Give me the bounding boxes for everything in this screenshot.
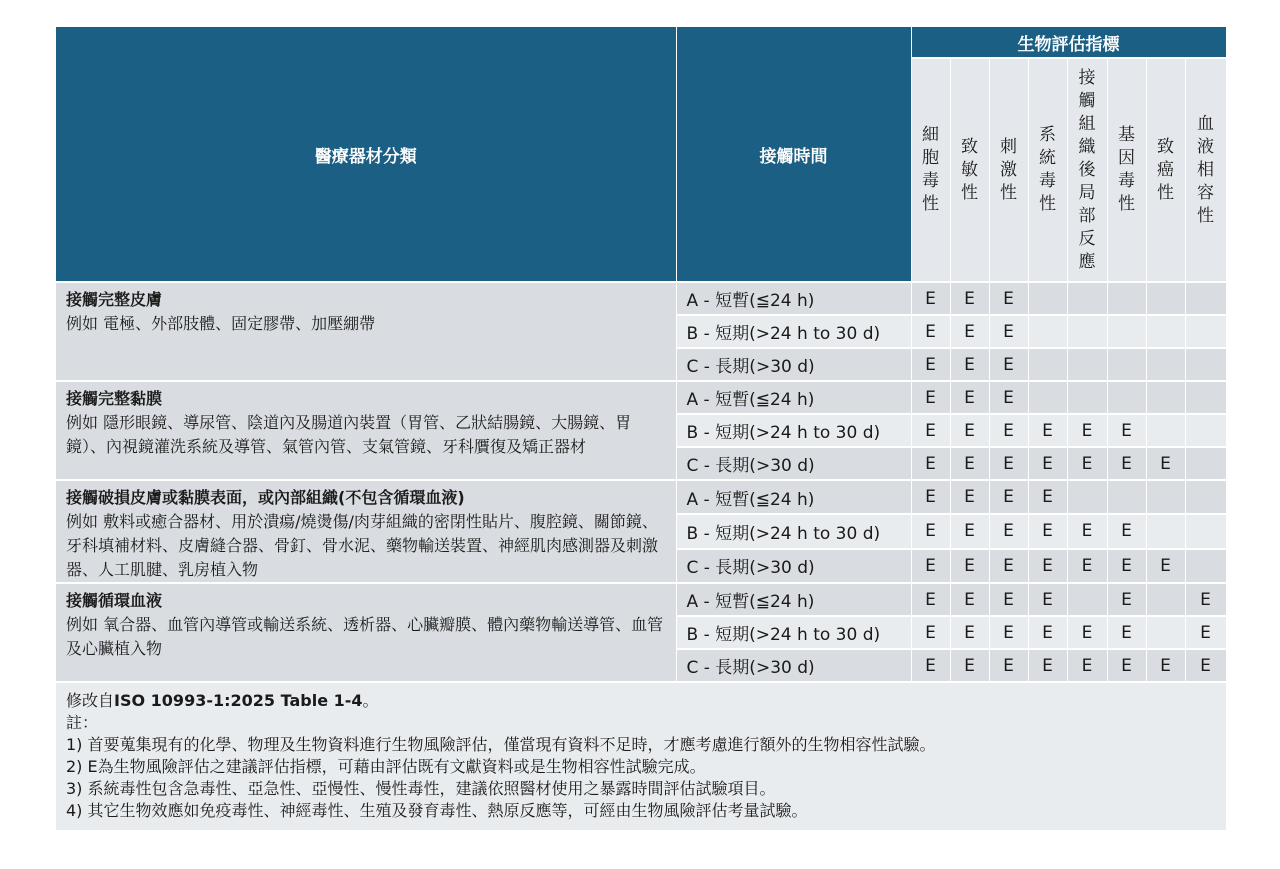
endpoint-mark-cell xyxy=(1146,282,1185,315)
endpoint-mark-cell: E xyxy=(911,649,950,681)
endpoint-mark-cell: E xyxy=(1067,514,1107,548)
endpoint-mark-cell: E xyxy=(1067,414,1107,447)
category-cell xyxy=(56,282,676,381)
endpoint-label: 血液相容性 xyxy=(1197,113,1214,226)
endpoint-mark-cell: E xyxy=(950,282,989,315)
endpoint-mark-cell xyxy=(1146,414,1185,447)
endpoint-mark-cell xyxy=(1107,315,1146,348)
endpoint-mark-cell: E xyxy=(950,315,989,348)
endpoint-mark-cell: E xyxy=(989,583,1028,616)
endpoint-mark-cell xyxy=(1067,282,1107,315)
endpoint-header xyxy=(1067,58,1107,282)
endpoint-mark-cell: E xyxy=(911,381,950,414)
table-row xyxy=(56,583,1226,616)
notes-label: 註： xyxy=(66,713,99,732)
category-examples: 例如 氧合器、血管內導管或輸送系統、透析器、心臟瓣膜、體內藥物輸送導管、血管及心臟植入物 xyxy=(66,615,664,658)
category-examples: 例如 敷料或癒合器材、用於潰瘍/燒燙傷/肉芽組織的密閉性貼片、腹腔鏡、關節鏡、牙科填補材料、皮膚縫合器、骨釘、骨水泥、藥物輸送裝置、神經肌肉感測器及刺激器、人工肌腱、乳房植入物 xyxy=(66,512,659,579)
endpoint-mark-cell: E xyxy=(950,480,989,514)
table-row xyxy=(56,282,1226,315)
category-title: 接觸完整黏膜 xyxy=(66,389,163,408)
endpoint-mark-cell: E xyxy=(950,549,989,583)
endpoint-mark-cell xyxy=(1028,348,1067,381)
endpoint-mark-cell xyxy=(1067,348,1107,381)
endpoint-mark-cell: E xyxy=(1107,514,1146,548)
endpoint-mark-cell: E xyxy=(950,514,989,548)
endpoint-mark-cell xyxy=(1028,381,1067,414)
endpoint-mark-cell: E xyxy=(989,414,1028,447)
category-cell xyxy=(56,381,676,480)
endpoint-mark-cell: E xyxy=(1107,583,1146,616)
endpoint-label: 致癌性 xyxy=(1157,136,1174,203)
endpoint-mark-cell: E xyxy=(911,282,950,315)
endpoint-mark-cell: E xyxy=(1107,414,1146,447)
endpoint-mark-cell xyxy=(1067,583,1107,616)
endpoint-mark-cell: E xyxy=(989,480,1028,514)
endpoint-mark-cell xyxy=(1146,480,1185,514)
endpoint-label: 刺激性 xyxy=(1000,136,1017,203)
endpoint-label: 接觸組織後局部反應 xyxy=(1078,67,1096,272)
endpoint-mark-cell: E xyxy=(989,381,1028,414)
endpoint-mark-cell xyxy=(1146,616,1185,649)
endpoint-mark-cell xyxy=(1146,583,1185,616)
biological-evaluation-table xyxy=(56,27,1227,681)
note-item: 2) E為生物風險評估之建議評估指標，可藉由評估既有文獻資料或是生物相容性試驗完成。 xyxy=(66,757,706,776)
endpoint-mark-cell xyxy=(1107,282,1146,315)
endpoint-header xyxy=(989,58,1028,282)
endpoint-mark-cell: E xyxy=(911,583,950,616)
endpoint-mark-cell xyxy=(1185,480,1226,514)
endpoint-mark-cell: E xyxy=(911,348,950,381)
endpoint-mark-cell xyxy=(1107,381,1146,414)
table-row xyxy=(56,381,1226,414)
category-title: 接觸破損皮膚或黏膜表面，或內部組織(不包含循環血液) xyxy=(66,488,465,507)
endpoint-mark-cell xyxy=(1107,348,1146,381)
endpoint-header xyxy=(1028,58,1067,282)
endpoint-header xyxy=(1185,58,1226,282)
endpoint-mark-cell: E xyxy=(989,447,1028,480)
endpoint-mark-cell: E xyxy=(1185,649,1226,681)
endpoint-mark-cell xyxy=(1067,315,1107,348)
note-item: 3) 系統毒性包含急毒性、亞急性、亞慢性、慢性毒性，建議依照醫材使用之暴露時間評估試驗項目。 xyxy=(66,779,776,798)
endpoint-mark-cell xyxy=(1028,315,1067,348)
source-suffix: 。 xyxy=(362,691,379,710)
duration-cell: A - 短暫(≦24 h) xyxy=(676,381,911,414)
endpoint-mark-cell: E xyxy=(950,649,989,681)
endpoint-mark-cell: E xyxy=(911,315,950,348)
category-cell xyxy=(56,480,676,583)
note-item: 1) 首要蒐集現有的化學、物理及生物資料進行生物風險評估，僅當現有資料不足時，才應考慮進行額外的生物相容性試驗。 xyxy=(66,735,936,754)
endpoint-mark-cell: E xyxy=(1028,549,1067,583)
endpoint-header xyxy=(1107,58,1146,282)
endpoint-mark-cell: E xyxy=(950,616,989,649)
endpoint-label: 致敏性 xyxy=(961,136,978,203)
header-row-group xyxy=(56,27,1226,58)
endpoint-mark-cell: E xyxy=(1028,616,1067,649)
endpoint-mark-cell xyxy=(1146,348,1185,381)
source-line xyxy=(66,690,1216,712)
duration-cell: C - 長期(>30 d) xyxy=(676,549,911,583)
endpoint-mark-cell xyxy=(1146,514,1185,548)
duration-cell: B - 短期(>24 h to 30 d) xyxy=(676,514,911,548)
table-body xyxy=(56,27,1226,681)
endpoint-mark-cell: E xyxy=(989,549,1028,583)
endpoint-mark-cell: E xyxy=(950,381,989,414)
biocompat-table-container xyxy=(56,27,1226,830)
source-prefix: 修改自 xyxy=(66,691,115,710)
endpoint-mark-cell: E xyxy=(989,616,1028,649)
notes-section xyxy=(56,681,1226,830)
category-examples: 例如 電極、外部肢體、固定膠帶、加壓綳帶 xyxy=(66,314,376,333)
endpoint-mark-cell: E xyxy=(950,414,989,447)
endpoint-label: 系統毒性 xyxy=(1039,125,1056,214)
endpoint-mark-cell: E xyxy=(911,414,950,447)
endpoint-mark-cell: E xyxy=(1028,649,1067,681)
endpoint-label: 細胞毒性 xyxy=(922,125,939,214)
endpoint-mark-cell: E xyxy=(1107,649,1146,681)
endpoint-mark-cell: E xyxy=(1067,549,1107,583)
endpoint-mark-cell: E xyxy=(911,480,950,514)
duration-cell: C - 長期(>30 d) xyxy=(676,649,911,681)
endpoint-mark-cell xyxy=(1067,480,1107,514)
endpoints-group-header: 生物評估指標 xyxy=(911,27,1226,58)
endpoint-mark-cell: E xyxy=(1146,447,1185,480)
endpoint-mark-cell: E xyxy=(1185,583,1226,616)
endpoint-mark-cell xyxy=(1185,414,1226,447)
endpoint-mark-cell: E xyxy=(1067,616,1107,649)
category-column-header: 醫療器材分類 xyxy=(56,27,676,282)
endpoint-mark-cell: E xyxy=(950,447,989,480)
endpoint-mark-cell: E xyxy=(989,514,1028,548)
endpoint-mark-cell: E xyxy=(911,549,950,583)
endpoint-mark-cell xyxy=(1185,348,1226,381)
endpoint-mark-cell: E xyxy=(1067,447,1107,480)
endpoint-mark-cell xyxy=(1185,447,1226,480)
endpoint-mark-cell: E xyxy=(950,583,989,616)
endpoint-mark-cell xyxy=(1185,315,1226,348)
endpoint-mark-cell: E xyxy=(989,282,1028,315)
duration-cell: A - 短暫(≦24 h) xyxy=(676,480,911,514)
table-row xyxy=(56,480,1226,514)
endpoint-mark-cell xyxy=(1146,315,1185,348)
endpoint-mark-cell: E xyxy=(1067,649,1107,681)
endpoint-mark-cell xyxy=(1107,480,1146,514)
endpoint-mark-cell: E xyxy=(989,348,1028,381)
endpoint-mark-cell xyxy=(1185,549,1226,583)
duration-cell: B - 短期(>24 h to 30 d) xyxy=(676,414,911,447)
endpoint-header xyxy=(911,58,950,282)
duration-cell: C - 長期(>30 d) xyxy=(676,447,911,480)
endpoint-mark-cell: E xyxy=(911,447,950,480)
endpoint-mark-cell xyxy=(1185,381,1226,414)
duration-cell: C - 長期(>30 d) xyxy=(676,348,911,381)
source-standard: ISO 10993-1:2025 Table 1-4 xyxy=(114,691,363,710)
category-title: 接觸循環血液 xyxy=(66,591,163,610)
endpoint-mark-cell: E xyxy=(1107,616,1146,649)
category-examples: 例如 隱形眼鏡、導尿管、陰道內及腸道內裝置（胃管、乙狀結腸鏡、大腸鏡、胃鏡）、內視鏡灌洗系統及導管、氣管內管、支氣管鏡、牙科贋復及矯正器材 xyxy=(66,413,632,456)
category-title: 接觸完整皮膚 xyxy=(66,290,163,309)
time-column-header: 接觸時間 xyxy=(676,27,911,282)
endpoint-mark-cell: E xyxy=(1107,549,1146,583)
endpoint-mark-cell: E xyxy=(1185,616,1226,649)
endpoint-mark-cell: E xyxy=(1146,549,1185,583)
category-cell xyxy=(56,583,676,681)
endpoint-mark-cell: E xyxy=(989,315,1028,348)
endpoint-mark-cell: E xyxy=(1107,447,1146,480)
duration-cell: A - 短暫(≦24 h) xyxy=(676,282,911,315)
duration-cell: B - 短期(>24 h to 30 d) xyxy=(676,616,911,649)
duration-cell: B - 短期(>24 h to 30 d) xyxy=(676,315,911,348)
endpoint-mark-cell: E xyxy=(1028,514,1067,548)
endpoint-mark-cell: E xyxy=(1028,447,1067,480)
note-item: 4) 其它生物效應如免疫毒性、神經毒性、生殖及發育毒性、熱原反應等，可經由生物風險評估考量試驗。 xyxy=(66,801,808,820)
endpoint-mark-cell: E xyxy=(1028,583,1067,616)
endpoint-label: 基因毒性 xyxy=(1118,125,1135,214)
endpoint-mark-cell: E xyxy=(1028,414,1067,447)
duration-cell: A - 短暫(≦24 h) xyxy=(676,583,911,616)
endpoint-mark-cell xyxy=(1067,381,1107,414)
endpoint-mark-cell: E xyxy=(989,649,1028,681)
endpoint-mark-cell: E xyxy=(911,616,950,649)
endpoint-mark-cell: E xyxy=(1146,649,1185,681)
endpoint-mark-cell xyxy=(1185,514,1226,548)
endpoint-mark-cell: E xyxy=(1028,480,1067,514)
endpoint-header xyxy=(950,58,989,282)
endpoint-mark-cell xyxy=(1185,282,1226,315)
endpoint-mark-cell: E xyxy=(950,348,989,381)
endpoint-mark-cell xyxy=(1028,282,1067,315)
endpoint-mark-cell xyxy=(1146,381,1185,414)
endpoint-mark-cell: E xyxy=(911,514,950,548)
endpoint-header xyxy=(1146,58,1185,282)
